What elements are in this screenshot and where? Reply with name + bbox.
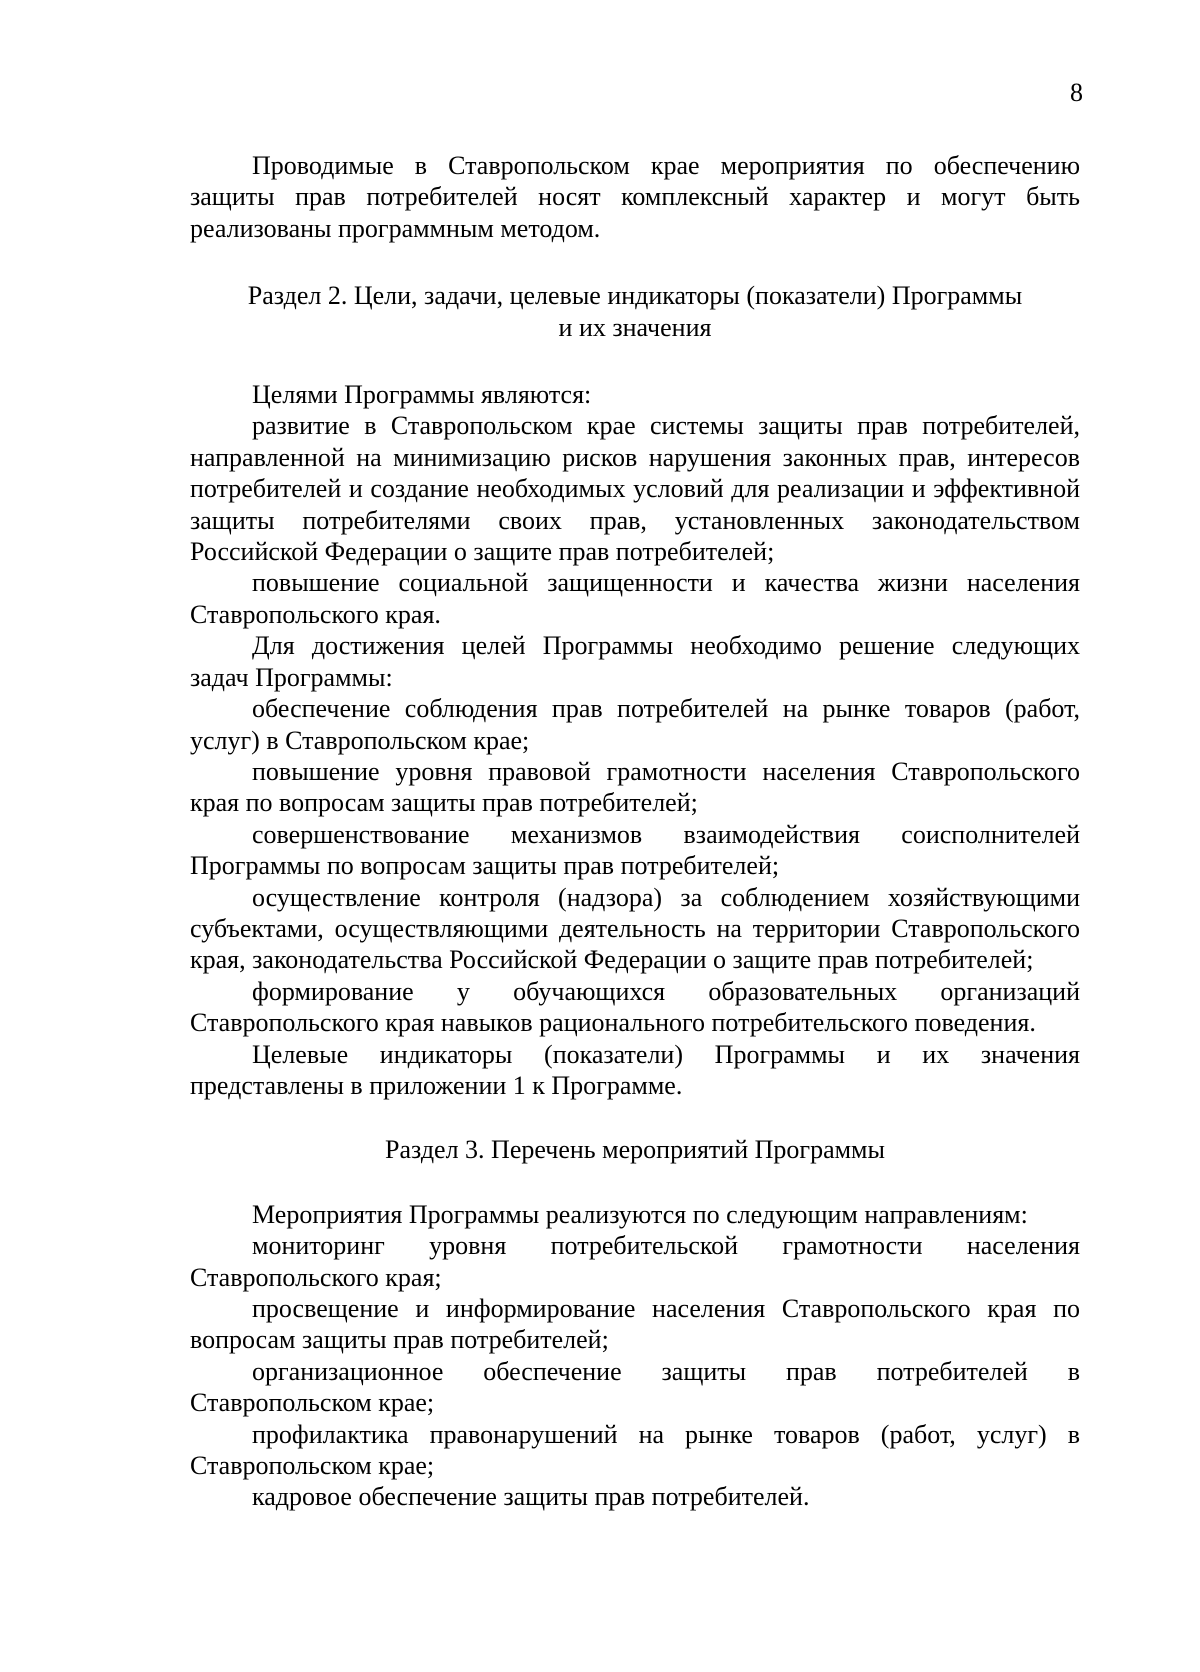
direction-item-1: мониторинг уровня потребительской грамотности населения Ставропольского края;	[190, 1231, 1080, 1292]
goal-item-1: развитие в Ставропольском крае системы защиты прав потребителей, направленной на минимизацию рисков нарушения законных прав, интересов потребителей и создание необходимых условий для реализации и эффективной защиты потребителями своих прав, установленных законодательством Российской Федерации о защите прав потребителей;	[190, 411, 1080, 567]
goal-item-2: повышение социальной защищенности и качества жизни населения Ставропольского края.	[190, 568, 1080, 629]
intro-paragraph: Проводимые в Ставропольском крае мероприятия по обеспечению защиты прав потребителей носят комплексный характер и могут быть реализованы программным методом.	[190, 151, 1080, 243]
task-item-2: повышение уровня правовой грамотности населения Ставропольского края по вопросам защиты прав потребителей;	[190, 756, 1080, 818]
page-number: 8	[1070, 78, 1083, 107]
indicators-note: Целевые индикаторы (показатели) Программы и их значения представлены в приложении 1 к Программе.	[190, 1039, 1080, 1100]
task-item-3: совершенствование механизмов взаимодействия соисполнителей Программы по вопросам защиты прав потребителей;	[190, 819, 1080, 881]
direction-item-3: организационное обеспечение защиты прав потребителей в Ставропольском крае;	[190, 1356, 1080, 1418]
document-body	[190, 150, 1080, 1513]
directions-intro: Мероприятия Программы реализуются по следующим направлениям:	[252, 1199, 1028, 1229]
section-2-heading-line-1: Раздел 2. Цели, задачи, целевые индикаторы (показатели) Программы	[247, 281, 1023, 311]
task-item-1: обеспечение соблюдения прав потребителей на рынке товаров (работ, услуг) в Ставропольском крае;	[190, 694, 1080, 755]
section-2-heading-line-2: и их значения	[558, 312, 712, 342]
direction-item-2: просвещение и информирование населения Ставропольского края по вопросам защиты прав потребителей;	[190, 1294, 1080, 1355]
tasks-intro: Для достижения целей Программы необходимо решение следующих задач Программы:	[190, 631, 1080, 692]
task-item-5: формирование у обучающихся образовательных организаций Ставропольского края навыков рационального потребительского поведения.	[190, 976, 1080, 1038]
direction-item-4: профилактика правонарушений на рынке товаров (работ, услуг) в Ставропольском крае;	[190, 1419, 1080, 1481]
direction-item-5: кадровое обеспечение защиты прав потребителей.	[252, 1482, 810, 1512]
task-item-4: осуществление контроля (надзора) за соблюдением хозяйствующими субъектами, осуществляющими деятельность на территории Ставропольского края, законодательства Российской Федерации о защите прав потребителей;	[190, 882, 1080, 975]
goals-intro: Целями Программы являются:	[252, 380, 592, 410]
section-3-heading: Раздел 3. Перечень мероприятий Программы	[385, 1135, 885, 1165]
